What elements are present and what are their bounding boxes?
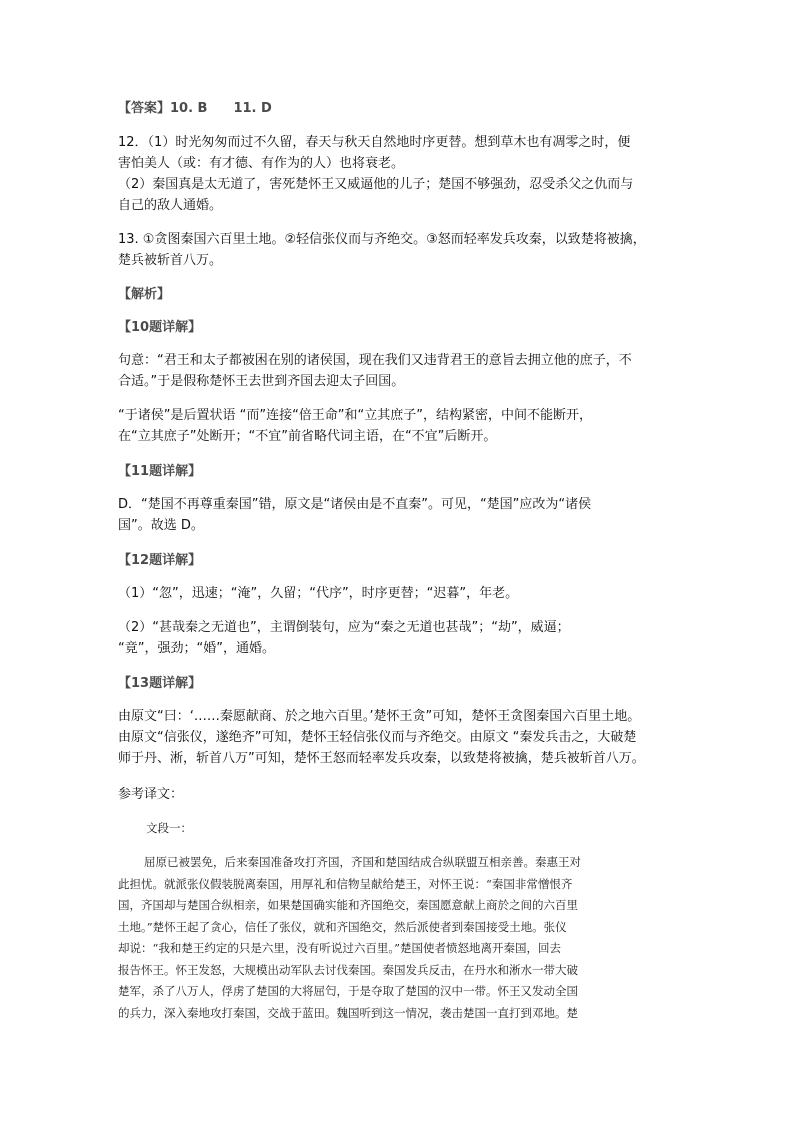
- detail-11-para: [118, 494, 678, 536]
- detail-10-title: 【10题详解】: [118, 320, 202, 335]
- translation-line: 国，齐国却与楚国合纵相亲，如果楚国确实能和齐国绝交，秦国愿意献上商於之间的六百里: [118, 898, 578, 912]
- translation-line: 报告怀王。怀王发怒，大规模出动军队去讨伐秦国。秦国发兵反击，在丹水和淅水一带大破: [118, 962, 578, 977]
- translation-section-title: 文段一：: [146, 821, 192, 835]
- detail-10-para-2: [118, 405, 678, 447]
- text-line: “于诸侯”是后置状语 “而”连接“倍王命”和“立其庶子”，结构紧密，中间不能断开，: [118, 408, 593, 423]
- text-line: 合适。”于是假称楚怀王去世到齐国去迎太子回国。: [118, 374, 405, 389]
- detail-10-para-1: [118, 350, 678, 392]
- text-line: 12．（1）时光匆匆而过不久留，春天与秋天自然地时序更替。想到草木也有凋零之时，便: [118, 135, 631, 150]
- detail-13-title: 【13题详解】: [118, 676, 202, 691]
- text-line: 在“立其庶子”处断开；“不宜”前省略代词主语，在“不宜”后断开。: [118, 429, 497, 444]
- text-line: D．“楚国不再尊重秦国”错，原文是“诸侯由是不直秦”。可见，“楚国”应改为“诸侯: [118, 497, 592, 512]
- detail-12-title: 【12题详解】: [118, 553, 202, 568]
- translation-line: 屈原已被罢免，后来秦国准备攻打齐国，齐国和楚国结成合纵联盟互相亲善。秦惠王对: [144, 855, 581, 869]
- translation-line: 此担忧。就派张仪假装脱离秦国，用厚礼和信物呈献给楚王，对怀王说：“秦国非常憎恨齐: [118, 876, 573, 891]
- text-line: 由原文“曰：‘……秦愿献商、於之地六百里。’楚怀王贪”可知，楚怀王贪图秦国六百里土地。: [118, 709, 641, 724]
- translation-line: 的兵力，深入秦地攻打秦国，交战于蓝田。魏国听到这一情况，袭击楚国一直打到邓地。楚: [118, 1005, 578, 1020]
- text-line: “竟”，强劲；“婚”，通婚。: [118, 641, 275, 656]
- text-line: 害怕美人（或：有才德、有作为的人）也将衰老。: [118, 156, 405, 171]
- text-line: 13. ①贪图秦国六百里土地。②轻信张仪而与齐绝交。③怒而轻率发兵攻秦，以致楚将被擒，: [118, 232, 646, 247]
- detail-11-title: 【11题详解】: [118, 464, 202, 479]
- analysis-label: 【解析】: [118, 287, 171, 302]
- translation-line: 楚军，杀了八万人，俘虏了楚国的大将屈匄，于是夺取了楚国的汉中一带。怀王又发动全国: [118, 984, 578, 998]
- detail-13-para: [118, 706, 678, 769]
- question-13-answer: [118, 229, 678, 271]
- text-line: 由原文“信张仪，遂绝齐”可知，楚怀王轻信张仪而与齐绝交。由原文 “秦发兵击之，大破楚: [118, 730, 637, 745]
- text-line: 师于丹、淅，斩首八万”可知，楚怀王怒而轻率发兵攻秦，以致楚将被擒，楚兵被斩首八万。: [118, 751, 645, 766]
- translation-paragraph: [118, 852, 678, 1024]
- text-line: 自己的敌人通婚。: [118, 198, 223, 213]
- answer-10-11: 【答案】10. B 11. D: [118, 101, 272, 116]
- text-line: 句意：“君王和太子都被困在别的诸侯国，现在我们又违背君王的意旨去拥立他的庶子，不: [118, 353, 632, 368]
- text-line: （2）“甚哉秦之无道也”，主谓倒装句，应为“秦之无道也甚哉”；“劫”，威逼；: [118, 620, 570, 635]
- detail-12-para-2: [118, 617, 678, 659]
- text-line: 楚兵被斩首八万。: [118, 253, 223, 268]
- question-12-answer: [118, 132, 678, 216]
- text-line: 国”。故选 D。: [118, 518, 204, 533]
- detail-12-para-1: （1）“忽”，迅速；“淹”，久留；“代序”，时序更替；“迟暮”，年老。: [118, 586, 519, 601]
- translation-line: 却说：“我和楚王约定的只是六里，没有听说过六百里。”楚国使者愤怒地离开秦国，回去: [118, 941, 562, 955]
- translation-line: 土地。”楚怀王起了贪心，信任了张仪，就和齐国绝交，然后派使者到秦国接受土地。张仪: [118, 919, 567, 934]
- text-line: （2）秦国真是太无道了，害死楚怀王又威逼他的儿子；楚国不够强劲，忍受杀父之仇而与: [118, 177, 634, 192]
- translation-label: 参考译文：: [118, 787, 184, 802]
